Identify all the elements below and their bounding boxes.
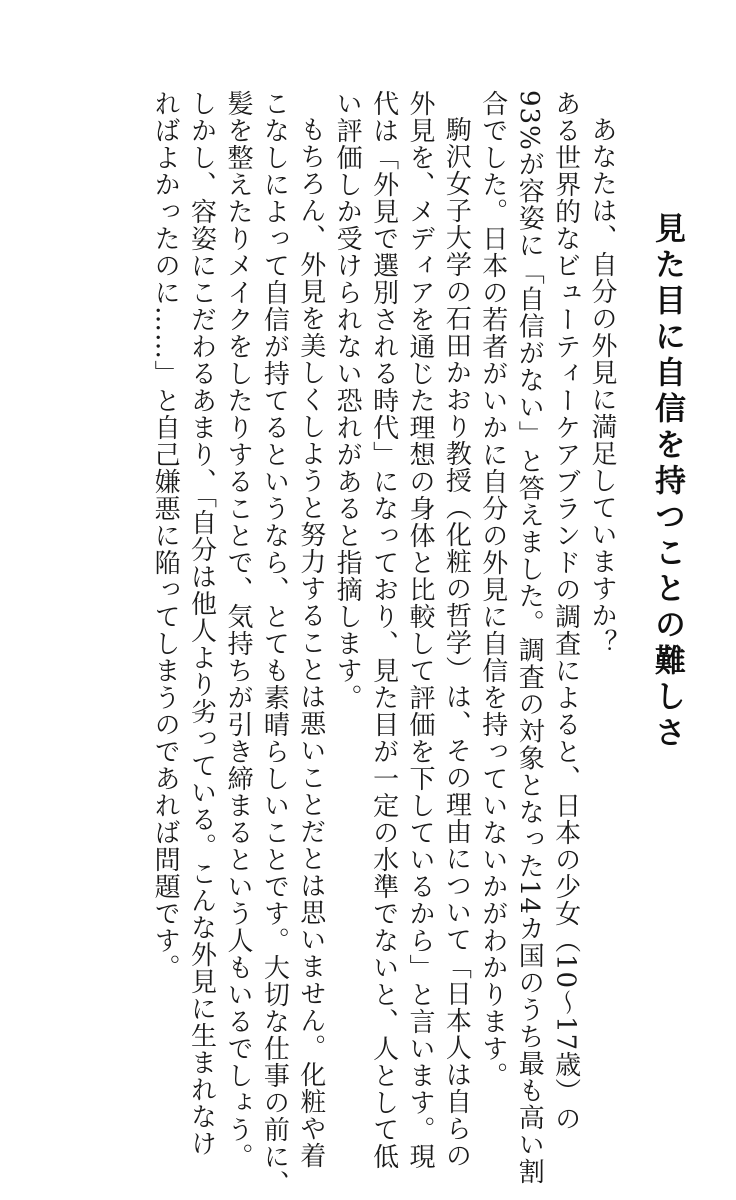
text-line: 髪を整えたりメイクをしたりすることで、気持ちが引き締まるという人もいるでしょう。	[222, 90, 253, 1170]
text-line: い評価しか受けられない恐れがあると指摘します。	[332, 90, 363, 711]
text-line: ればよかったのに……」と自己嫌悪に陥ってしまうのであれば問題です。	[150, 90, 181, 981]
text-line: ある世界的なビューティーケアブランドの調査によると、日本の少女（10〜17歳）の	[550, 90, 581, 1133]
body-text	[147, 90, 620, 1197]
text-line: しかし、容姿にこだわるあまり、「自分は他人より劣っている。こんな外見に生まれなけ	[186, 90, 217, 1157]
text-line: 駒沢女子大学の石田かおり教授（化粧の哲学）は、その理由について「日本人は自らの	[441, 116, 472, 1169]
text-line: 93%が容姿に「自信がない」と答えました。調査の対象となった14カ国のうち最も高い割	[514, 90, 545, 1185]
text-line: もちろん、外見を美しくしようと努力することは悪いことだとは思いません。化粧や着	[295, 116, 326, 1169]
text-line: 合でした。日本の若者がいかに自分の外見に自信を持っていないかがわかります。	[477, 90, 508, 1089]
text-line: あなたは、自分の外見に満足していますか？	[587, 116, 617, 656]
text-line: こなしによって自信が持てるというなら、とても素晴らしいことです。大切な仕事の前に、	[259, 90, 290, 1197]
text-line: 代は「外見で選別される時代」になっており、見た目が一定の水準でないと、人として低	[368, 90, 399, 1170]
section-title: 見た目に自信を持つことの難しさ	[649, 212, 685, 752]
text-line: 外見を、メディアを通じた理想の身体と比較して評価を下しているから」と言います。現	[404, 90, 435, 1170]
